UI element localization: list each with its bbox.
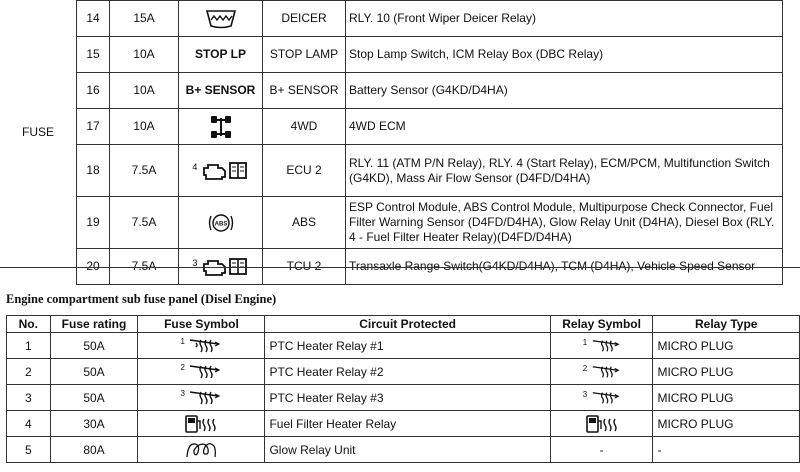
circuit-protected: ESP Control Module, ABS Control Module, Multipurpose Check Connector, Fuel Filter Warning Sensor (D4FD/D4HA), Glow Relay Unit (D4HA), Diesel Box (RLY. 4 - Fuel Filter Heater Relay)(D4FD/D4HA) xyxy=(346,197,783,249)
symbol-number: 2 xyxy=(582,363,588,373)
relay-symbol xyxy=(550,359,653,385)
ptc-heater-icon xyxy=(188,337,222,355)
circuit-protected: Transaxle Range Switch(G4KD/D4HA), TCM (D4HA), Vehicle Speed Sensor xyxy=(346,249,783,285)
table-row xyxy=(7,333,800,359)
fuse-name: TCU 2 xyxy=(263,249,346,285)
fuse-rating: 50A xyxy=(50,385,138,411)
table-row xyxy=(7,385,800,411)
symbol-number: 3 xyxy=(192,257,198,268)
fuse-no: 5 xyxy=(7,437,51,463)
fuse-name: STOP LAMP xyxy=(263,37,346,73)
fuse-symbol xyxy=(138,437,265,463)
symbol-number: 1 xyxy=(582,337,588,347)
fuse-no: 16 xyxy=(77,73,110,109)
fuse-name: B+ SENSOR xyxy=(263,73,346,109)
fuse-symbol xyxy=(138,411,265,437)
symbol-number: 3 xyxy=(180,388,185,398)
fuse-symbol xyxy=(179,197,263,249)
fuse-rating: 10A xyxy=(110,109,179,145)
table-row xyxy=(7,359,800,385)
ptc-heater-icon xyxy=(591,364,621,380)
circuit-protected: Stop Lamp Switch, ICM Relay Box (DBC Relay) xyxy=(346,37,783,73)
fuse-rating: 80A xyxy=(50,437,138,463)
fuse-name: ABS xyxy=(263,197,346,249)
relay-type: MICRO PLUG xyxy=(653,333,800,359)
symbol-number: 1 xyxy=(180,336,185,346)
table-row xyxy=(77,145,783,197)
fuse-rating: 7.5A xyxy=(110,145,179,197)
fuse-symbol xyxy=(179,109,263,145)
fuel-filter-heater-icon xyxy=(184,414,218,434)
header-fuse-symbol: Fuse Symbol xyxy=(138,316,265,333)
relay-symbol xyxy=(550,411,653,437)
header-relay-symbol: Relay Symbol xyxy=(550,316,653,333)
wiper-deicer-icon xyxy=(204,9,238,29)
header-relay-type: Relay Type xyxy=(653,316,800,333)
circuit-protected: RLY. 10 (Front Wiper Deicer Relay) xyxy=(346,1,783,37)
fuse-rating: 10A xyxy=(110,37,179,73)
relay-symbol xyxy=(550,333,653,359)
fuse-rating: 7.5A xyxy=(110,197,179,249)
4wd-icon xyxy=(210,114,232,140)
ptc-heater-icon xyxy=(188,389,222,407)
section-divider xyxy=(0,267,800,268)
table-row xyxy=(77,109,783,145)
table-row xyxy=(77,37,783,73)
header-no: No. xyxy=(7,316,51,333)
fuse-symbol: STOP LP xyxy=(179,37,263,73)
circuit-protected: Fuel Filter Heater Relay xyxy=(265,411,550,437)
relay-type: MICRO PLUG xyxy=(653,385,800,411)
glow-plug-icon xyxy=(185,441,217,459)
relay-symbol xyxy=(550,385,653,411)
abs-icon-text: ABS xyxy=(214,221,227,227)
fuse-symbol: B+ SENSOR xyxy=(179,73,263,109)
fuse-no: 18 xyxy=(77,145,110,197)
fuse-rating: 50A xyxy=(50,359,138,385)
table-row xyxy=(77,197,783,249)
sub-fuse-table xyxy=(6,315,800,463)
circuit-protected: Glow Relay Unit xyxy=(265,437,550,463)
header-fuse-rating: Fuse rating xyxy=(50,316,138,333)
fuse-symbol xyxy=(179,1,263,37)
symbol-number: 4 xyxy=(192,161,198,172)
fuse-rating: 50A xyxy=(50,333,138,359)
symbol-number: 2 xyxy=(180,362,185,372)
relay-type: MICRO PLUG xyxy=(653,411,800,437)
fuse-rating: 7.5A xyxy=(110,249,179,285)
fuse-no: 15 xyxy=(77,37,110,73)
circuit-protected: Battery Sensor (G4KD/D4HA) xyxy=(346,73,783,109)
table-row xyxy=(77,1,783,37)
fuse-name: 4WD xyxy=(263,109,346,145)
fuse-symbol xyxy=(138,333,265,359)
fuse-table xyxy=(76,0,783,285)
fuse-rating: 30A xyxy=(50,411,138,437)
fuse-rating: 10A xyxy=(110,73,179,109)
fuel-filter-heater-icon xyxy=(585,414,619,434)
table-row xyxy=(7,437,800,463)
fuse-no: 3 xyxy=(7,385,51,411)
fuse-symbol xyxy=(179,145,263,197)
abs-icon xyxy=(207,211,235,235)
fuse-group-label: FUSE xyxy=(22,125,55,139)
engine-book-icon xyxy=(201,160,249,182)
relay-type: MICRO PLUG xyxy=(653,359,800,385)
circuit-protected: 4WD ECM xyxy=(346,109,783,145)
circuit-protected: RLY. 11 (ATM P/N Relay), RLY. 4 (Start Relay), ECM/PCM, Multifunction Switch (G4KD), Mass Air Flow Sensor (D4FD/D4HA) xyxy=(346,145,783,197)
circuit-protected: PTC Heater Relay #1 xyxy=(265,333,550,359)
ptc-heater-icon xyxy=(591,390,621,406)
relay-type: - xyxy=(653,437,800,463)
circuit-protected: PTC Heater Relay #2 xyxy=(265,359,550,385)
relay-symbol: - xyxy=(550,437,653,463)
fuse-rating: 15A xyxy=(110,1,179,37)
fuse-symbol xyxy=(138,385,265,411)
fuse-symbol xyxy=(138,359,265,385)
header-circuit-protected: Circuit Protected xyxy=(265,316,550,333)
table-row xyxy=(7,411,800,437)
section-title: Engine compartment sub fuse panel (Disel Engine) xyxy=(6,292,277,306)
fuse-no: 4 xyxy=(7,411,51,437)
circuit-protected: PTC Heater Relay #3 xyxy=(265,385,550,411)
fuse-no: 1 xyxy=(7,333,51,359)
symbol-number: 3 xyxy=(582,389,588,399)
fuse-name: DEICER xyxy=(263,1,346,37)
fuse-no: 19 xyxy=(77,197,110,249)
fuse-no: 20 xyxy=(77,249,110,285)
ptc-heater-icon xyxy=(188,363,222,381)
ptc-heater-icon xyxy=(591,338,621,354)
fuse-no: 14 xyxy=(77,1,110,37)
fuse-name: ECU 2 xyxy=(263,145,346,197)
fuse-no: 2 xyxy=(7,359,51,385)
fuse-no: 17 xyxy=(77,109,110,145)
table-header-row xyxy=(7,316,800,333)
table-row xyxy=(77,73,783,109)
